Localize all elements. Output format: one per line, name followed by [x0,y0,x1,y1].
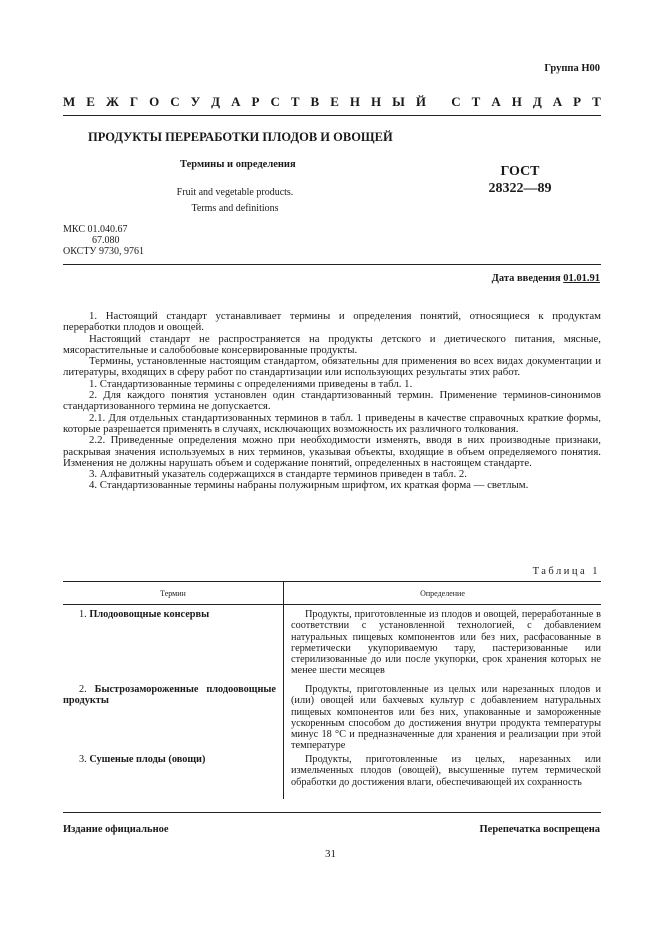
okstu-code: ОКСТУ 9730, 9761 [63,246,145,257]
english-title-line: Fruit and vegetable products. [176,187,294,198]
term-definition: Продукты, приготовленные из целых или нарезанных плодов и (или) овощей или бахчевых культур с добавлением натуральных пищевых компонентов или без них, упакованные и замороженные ускоренным способом до достижения внутри продукта температуры минус 18 °С и предназначенные для хранения и реализации при этой температуре [291,684,601,752]
document-subtitle: Термины и определения [180,159,296,170]
paragraph: 2.1. Для отдельных стандартизованных терминов в табл. 1 приведены в качестве справочных краткие формы, которые разрешается применять в случаях, исключающих возможность их различного толкования. [63,411,601,435]
term-number: 2. [79,684,87,695]
banner-letter: Т [290,94,300,109]
banner-letter: Е [86,94,95,109]
term-number: 1. [79,609,87,620]
paragraph: Термины, установленные настоящим стандартом, обязательны для применения во всех видах документации и литературы, входящих в сферу работ по стандартизации или использующих результаты этих работ. [63,355,601,379]
banner-letter: С [170,94,180,109]
paragraph: Настоящий стандарт не распространяется на продукты детского и диетического питания, мясные, мясорастительные и салобобовые консервированные продукты. [63,332,601,356]
effective-date [492,273,600,284]
reprint-prohibited-note: Перепечатка воспрещена [479,824,600,835]
banner-letter: Т [592,94,601,109]
mks-code-2: 67.080 [92,235,120,246]
banner-letter: В [310,94,320,109]
banner-letter: М [63,94,76,109]
banner-rule [63,115,601,116]
banner-letter: А [552,94,563,109]
table-caption: Таблица 1 [532,566,600,577]
paragraph: 1. Настоящий стандарт устанавливает термины и определения понятий, относящиеся к продуктам переработки плодов и овощей. [63,310,601,334]
gost-number [470,163,570,197]
column-header-definition: Определение [420,589,465,598]
term-definition: Продукты, приготовленные из целых, нарезанных или измельченных плодов (овощей), высушенные путем термической обработки до достижения влаги, обеспечивающей их сохранность [291,754,601,788]
paragraph: 2. Для каждого понятия установлен один стандартизованный термин. Применение терминов-синонимов стандартизованного термина не допускается. [63,389,601,413]
gost-code: 28322—89 [488,181,552,196]
banner-letter: А [231,94,241,109]
codes-rule [63,264,601,265]
banner-letter: Т [471,94,481,109]
banner-letter: Н [511,94,522,109]
document-title: ПРОДУКТЫ ПЕРЕРАБОТКИ ПЛОДОВ И ОВОЩЕЙ [88,130,393,144]
banner-letter: Д [211,94,221,109]
banner-letter: Ж [105,94,119,109]
effective-date-value: 01.01.91 [563,273,600,284]
paragraph: 4. Стандартизованные термины набраны полужирным шрифтом, их краткая форма — светлым. [89,479,529,492]
banner-letter: Р [573,94,582,109]
classification-codes [63,224,144,257]
term-name: Сушеные плоды (овощи) [89,754,206,765]
banner-letter: С [451,94,461,109]
banner-letter: Р [251,94,260,109]
banner-letter: Й [415,94,426,109]
term-name: Плодоовощные консервы [89,609,210,620]
effective-date-label: Дата введения [491,273,564,284]
english-title-line: Terms and definitions [191,203,279,214]
english-title [140,185,330,217]
page-number: 31 [325,848,336,860]
paragraph: 1. Стандартизованные термины с определениями приведены в табл. 1. [89,377,413,390]
mks-code: МКС 01.040.67 [63,224,128,235]
banner-letter: У [190,94,201,109]
body-text [63,311,601,492]
banner-letter: Ы [392,94,405,109]
banner-letter: А [491,94,501,109]
banner-letter: Г [129,94,139,109]
paragraph: 3. Алфавитный указатель содержащихся в стандарте терминов приведен в табл. 2. [89,468,467,481]
footer-rule [63,812,601,813]
group-code: Группа Н00 [544,63,600,74]
term-name: Быстрозамороженные плодоовощные продукты [63,684,277,707]
banner-letter: Н [349,94,360,109]
column-header-term: Термин [160,589,186,598]
banner-gap [437,93,440,111]
gost-label: ГОСТ [500,164,540,179]
term-number: 3. [79,754,87,765]
banner-letter: Е [330,94,339,109]
banner-letter: Д [532,94,542,109]
term-definition: Продукты, приготовленные из плодов и овощей, переработанные в соответствии с установленной технологией, с добавлением натуральных пищевых компонентов или без них, расфасованные в герметически укупориваемую тару, пастеризованные или стерилизованные до или после укупорки, срок хранения которых не менее шести месяцев [291,609,601,677]
table-header [63,581,601,605]
banner-letter: С [270,94,280,109]
paragraph: 2.2. Приведенные определения можно при необходимости изменять, вводя в них производные признаки, раскрывая значения используемых в них терминов, указывая объекты, входящие в объем определяемого понятия. Изменения не должны нарушать объем и содержание понятий, определенных в настоящем стандарте. [63,434,601,469]
official-edition-note: Издание официальное [63,824,169,835]
banner-letter: О [149,94,160,109]
banner-letter: Н [370,94,382,109]
standard-banner [63,93,601,111]
column-divider [283,581,284,799]
